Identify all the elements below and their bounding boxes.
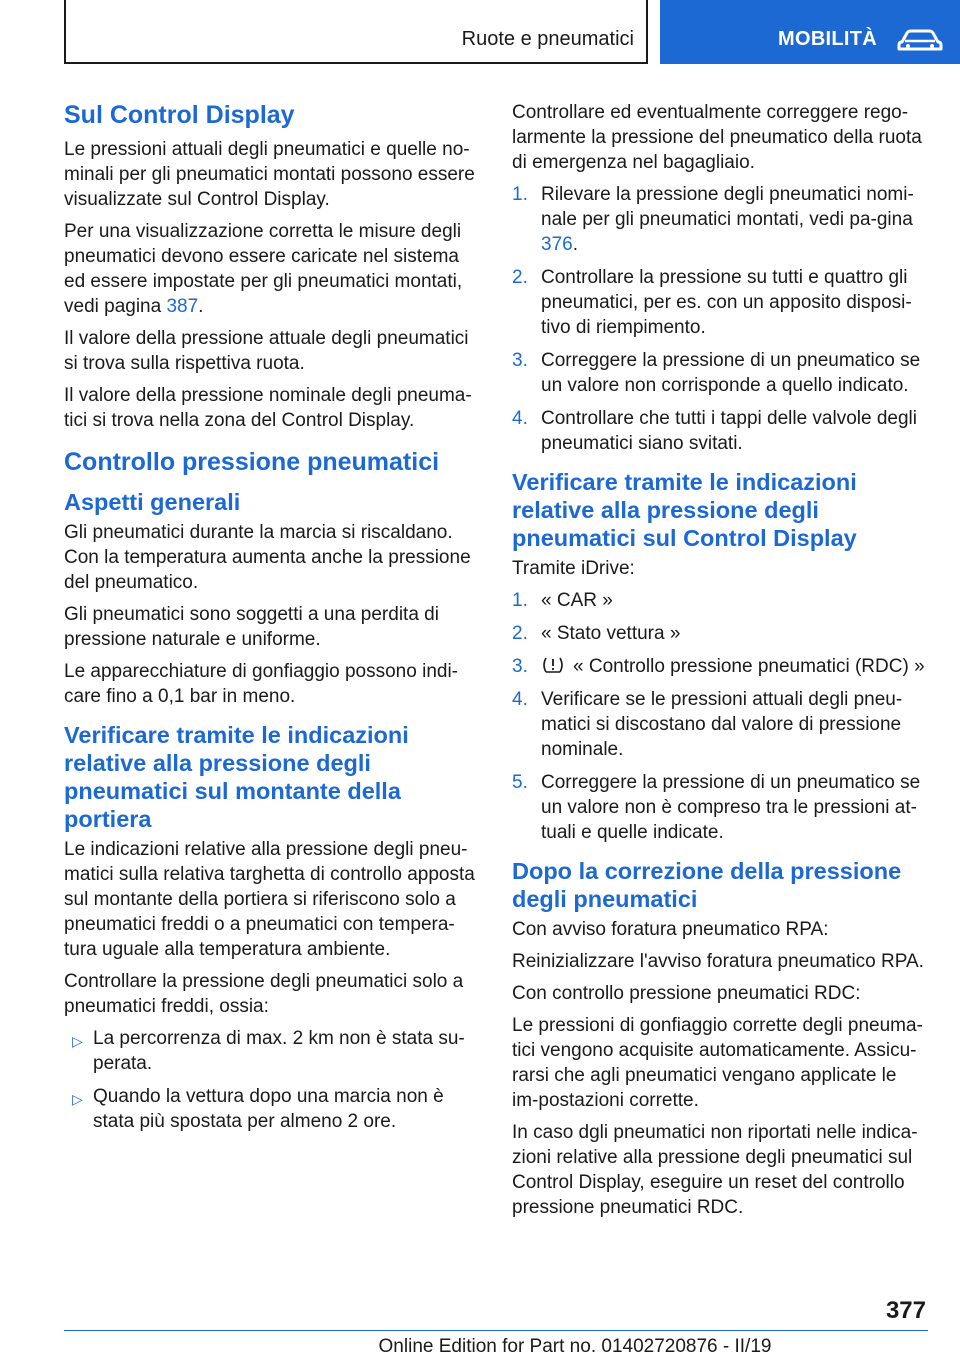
car-icon bbox=[896, 28, 944, 52]
list-item: ▷ Quando la vettura dopo una marcia non è stata più spostata per almeno 2 ore. bbox=[72, 1086, 444, 1132]
list-item: 5. Correggere la pressione di un pneumatico se un valore non è compreso tra le pressioni at-tuali e quelle indicate. bbox=[512, 772, 921, 843]
paragraph: Con avviso foratura pneumatico RPA: bbox=[512, 919, 829, 940]
paragraph-with-link: Per una visualizzazione corretta le misure degli pneumatici devono essere caricate nel sistema ed essere impostate per gli pneumatici montati, vedi pagina 387. bbox=[64, 221, 463, 317]
paragraph: Tramite iDrive: bbox=[512, 558, 635, 579]
list-item: 3. « Controllo pressione pneumatici (RDC) » bbox=[512, 656, 925, 677]
paragraph: Le indicazioni relative alla pressione degli pneu-matici sulla relativa targhetta di controllo apposta sul montante della portiera si riferiscono solo a pneumatici freddi o a pneumatici con tempera-tura uguale alla temperatura ambiente. bbox=[64, 839, 475, 960]
steps-list-idrive bbox=[512, 588, 927, 845]
paragraph: Gli pneumatici sono soggetti a una perdita di pressione naturale e uniforme. bbox=[64, 604, 439, 650]
list-item: 4. Verificare se le pressioni attuali degli pneu-matici si discostano dal valore di pressione nominale. bbox=[512, 689, 903, 760]
paragraph: Il valore della pressione nominale degli pneuma-tici si trova nella zona del Control Display. bbox=[64, 385, 472, 431]
bullet-list bbox=[64, 1026, 479, 1134]
section-title: Ruote e pneumatici bbox=[461, 28, 634, 50]
heading-after-correction: Dopo la correzione della pressione degli pneumatici bbox=[512, 858, 902, 912]
left-column bbox=[64, 100, 479, 1142]
paragraph: Controllare ed eventualmente correggere rego-larmente la pressione del pneumatico della ruota di emergenza nel bagagliaio. bbox=[512, 102, 922, 173]
heading-control-display: Sul Control Display bbox=[64, 101, 295, 129]
triangle-bullet-icon: ▷ bbox=[72, 1091, 83, 1107]
page-number: 377 bbox=[885, 1297, 926, 1324]
right-column bbox=[512, 100, 927, 1227]
paragraph: Le apparecchiature di gonfiaggio possono indi-care fino a 0,1 bar in meno. bbox=[64, 661, 458, 707]
heading-tire-pressure-control: Controllo pressione pneumatici bbox=[64, 448, 440, 476]
header-section-box bbox=[64, 0, 648, 64]
heading-door-pillar-check: Verificare tramite le indicazioni relative alla pressione degli pneumatici sul montante della portiera bbox=[64, 722, 409, 832]
chapter-tab-label: MOBILITÀ bbox=[778, 28, 878, 50]
list-item: 1. Rilevare la pressione degli pneumatici nomi-nale per gli pneumatici montati, vedi pa-gina 376. bbox=[512, 184, 914, 255]
list-item: 1. « CAR » bbox=[512, 590, 613, 611]
paragraph: Le pressioni attuali degli pneumatici e quelle no-minali per gli pneumatici montati possono essere visualizzate sul Control Display. bbox=[64, 139, 475, 210]
page-link-376[interactable]: 376 bbox=[541, 234, 573, 255]
paragraph: Gli pneumatici durante la marcia si riscaldano. Con la temperatura aumenta anche la pressione del pneumatico. bbox=[64, 522, 471, 593]
page-link-387[interactable]: 387 bbox=[166, 296, 199, 317]
list-item: 3. Correggere la pressione di un pneumatico se un valore non corrisponde a quello indicato. bbox=[512, 350, 921, 396]
triangle-bullet-icon: ▷ bbox=[72, 1033, 83, 1049]
paragraph: Reinizializzare l'avviso foratura pneumatico RPA. bbox=[512, 951, 924, 972]
list-item: 2. « Stato vettura » bbox=[512, 623, 681, 644]
page-header bbox=[64, 0, 960, 66]
paragraph: Controllare la pressione degli pneumatici solo a pneumatici freddi, ossia: bbox=[64, 971, 464, 1017]
footer bbox=[0, 1336, 960, 1358]
paragraph: In caso dgli pneumatici non riportati nelle indica-zioni relative alla pressione degli pneumatici sul Control Display, eseguire un reset del controllo pressione pneumatici RDC. bbox=[512, 1122, 918, 1218]
footer-text: Online Edition for Part no. 01402720876 - II/19 bbox=[378, 1336, 772, 1357]
paragraph: Con controllo pressione pneumatici RDC: bbox=[512, 983, 861, 1004]
paragraph: Le pressioni di gonfiaggio corrette degli pneuma-tici vengono acquisite automaticamente. Assicu-rarsi che agli pneumatici vengano applicate le im-postazioni corrette. bbox=[512, 1015, 923, 1111]
heading-display-check: Verificare tramite le indicazioni relative alla pressione degli pneumatici sul Control Display bbox=[512, 469, 857, 551]
paragraph: Il valore della pressione attuale degli pneumatici si trova sulla rispettiva ruota. bbox=[64, 328, 469, 374]
tire-pressure-icon bbox=[541, 655, 565, 675]
list-item: ▷ La percorrenza di max. 2 km non è stata su-perata. bbox=[72, 1028, 465, 1074]
heading-general-aspects: Aspetti generali bbox=[64, 489, 241, 515]
steps-list-manual bbox=[512, 182, 927, 456]
list-item: 4. Controllare che tutti i tappi delle valvole degli pneumatici siano svitati. bbox=[512, 408, 917, 454]
list-item: 2. Controllare la pressione su tutti e quattro gli pneumatici, per es. con un apposito disposi-tivo di riempimento. bbox=[512, 267, 912, 338]
chapter-tab bbox=[660, 0, 960, 64]
footer-divider bbox=[64, 1330, 928, 1331]
